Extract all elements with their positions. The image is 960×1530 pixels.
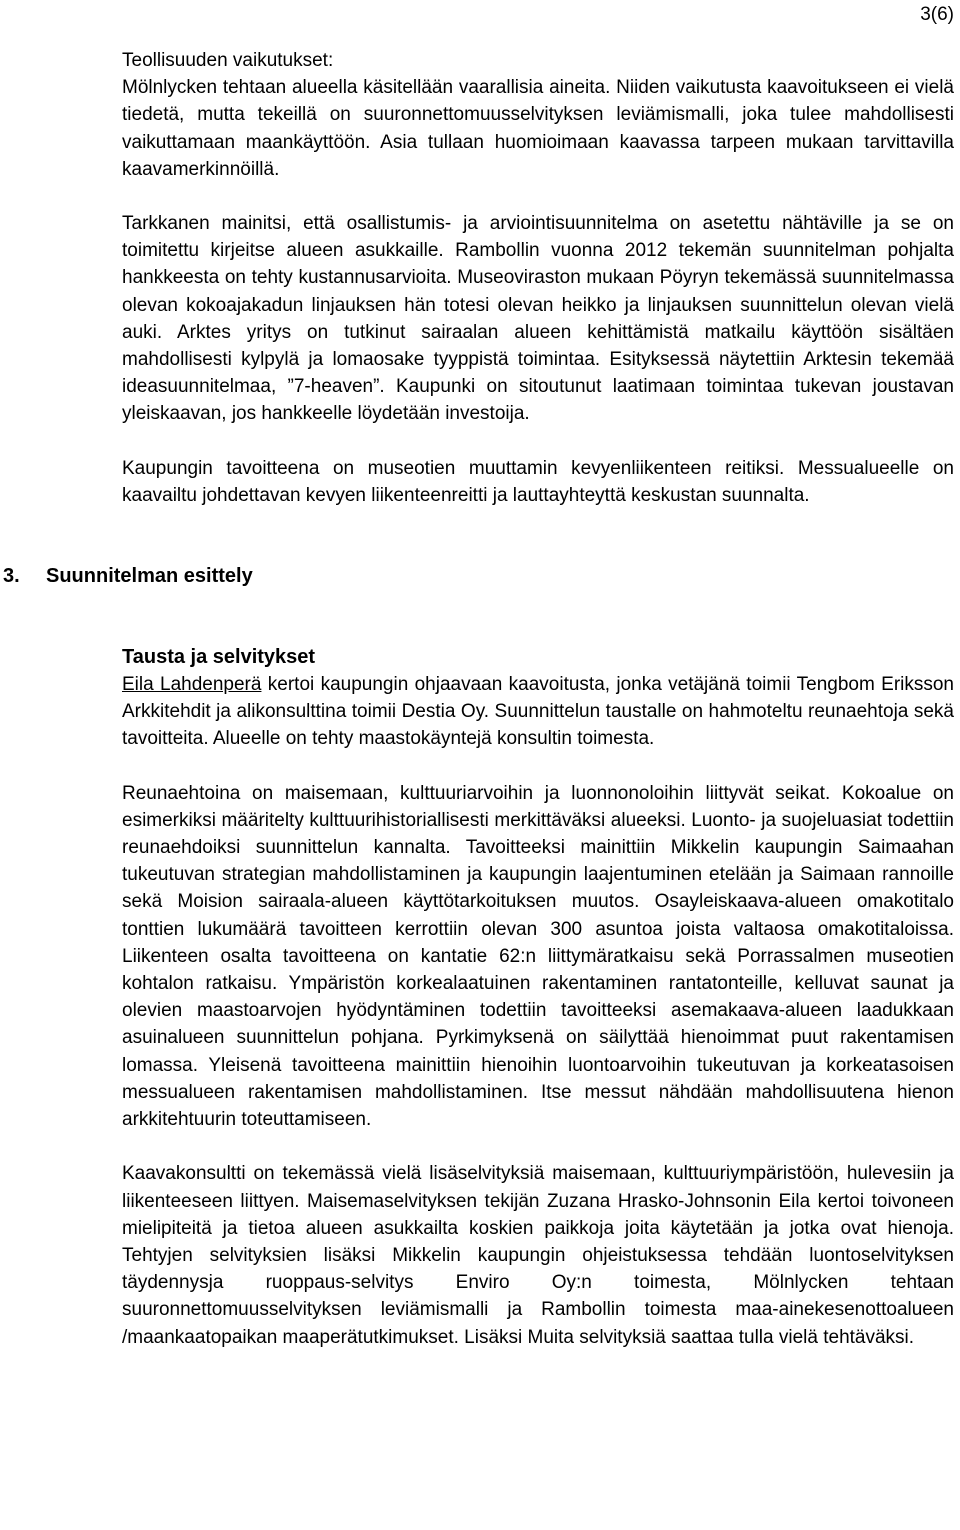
background-text: kertoi kaupungin ohjaavaan kaavoitusta, jonka vetäjänä toimii Tengbom Eriksson Arkkitehdit ja alikonsulttina toimii Destia Oy. Suunnittelun taustalle on hahmoteltu reunaehtoja sekä tavoitteita. Alueelle on tehty maastokäyntejä konsultin toimesta. [122, 674, 954, 750]
section-number: 3. [3, 565, 20, 588]
document-body [3, 47, 954, 1351]
paragraph-constraints-goals: Reunaehtoina on maisemaan, kulttuuriarvoihin ja luonnonoloihin liittyvät seikat. Kokoalue on esimerkiksi määritelty kulttuurihistoriallisesti merkittäväksi alueeksi. Luonto- ja suojeluasiat todettiin reunaehdoiksi suunnittelun kannalta. Tavoitteeksi mainittiin Mikkelin kaupungin Saimaahan tukeutuvan strategian mahdollistaminen ja kaupungin laajentuminen etelään ja Saimaan rannoille sekä Moision sairaala-alueen käyttötarkoituksen muutos. Osayleiskaava-alueen omakotitalo tonttien lukumäärä tavoitteen kerrottiin olevan 300 asuntoa joista valtaosa omakotitaloissa. Liikenteen osalta tavoitteena on kantatie 62:n liittymäratkaisu sekä Porrassalmen museotien kohtalon ratkaisu. Ympäristön korkealaatuinen rakentaminen rantatonteille, kelluvat saunat ja olevien maastoarvojen hyödyntäminen todettiin tavoitteeksi asemakaava-alueen laadukkaan asuinalueen suunnittelun pohjana. Pyrkimyksenä on säilyttää hienoimmat puut rakentamisen lomassa. Yleisenä tavoitteena mainittiin hienoihin luontoarvoihin tukeutuvan ja korkeatasoisen messualueen rakentamisen mahdollistaminen. Itse messut nähdään mahdollisuutena hienon arkkitehtuurin toteuttamiseen. [122, 782, 954, 1131]
section-heading [3, 563, 954, 590]
speaker-name: Eila Lahdenperä [122, 674, 262, 696]
industry-paragraph: Mölnlycken tehtaan alueella käsitellään vaarallisia aineita. Niiden vaikutusta kaavoitukseen ei vielä tiedetä, mutta tekeillä on suuronnettomuusselvityksen leviämismalli, joka tulee mahdollisesti vaikuttamaan maankäyttöön. Asia tullaan huomioimaan kaavassa tarpeen mukaan tarvittavilla kaavamerkinnöillä. [122, 77, 954, 180]
paragraph-project-status: Tarkkanen mainitsi, että osallistumis- ja arviointisuunnitelma on asetettu nähtäville ja se on toimitettu kirjeitse alueen asukkaille. Rambollin vuonna 2012 tekemän suunnitelman pohjalta hankkeesta on tehty kustannusarvioita. Museoviraston mukaan Pöyryn tekemässä suunnitelmassa olevan kokoajakadun linjauksen hän totesi olevan heikko ja linjauksen suunnittelun olevan vielä auki. Arktes yritys on tutkinut sairaalan alueen kehittämistä matkailu käyttöön sisältäen mahdollisesti kylpylä ja lomaosake tyyppistä toimintaa. Esityksessä näytettiin Arktesin tekemää ideasuunnitelmaa, ”7-heaven”. Kaupunki on sitoutunut laatimaan toimintaa tukevan joustavan yleiskaavan, jos hankkeelle löydetään investoija. [122, 213, 954, 425]
paragraph-museum-road: Kaupungin tavoitteena on museotien muuttamin kevyenliikenteen reitiksi. Messualueelle on kaavailtu johdettavan kevyen liikenteenreitti ja lauttayhteyttä keskustan suunnalta. [122, 457, 954, 506]
section-title: Suunnitelman esittely [46, 565, 253, 588]
page-number: 3(6) [920, 4, 954, 25]
paragraph-background [122, 671, 954, 753]
industry-heading: Teollisuuden vaikutukset: [122, 50, 334, 71]
subsection-heading: Tausta ja selvitykset [122, 646, 316, 669]
paragraph-additional-studies: Kaavakonsultti on tekemässä vielä lisäselvityksiä maisemaan, kulttuuriympäristöön, hulevesiin ja liikenteeseen liittyen. Maisemaselvityksen tekijän Zuzana Hrasko-Johnsonin Eila kertoi toivoneen mielipiteitä ja tietoa alueen asukkailta koskien paikkoja joita käytetään ja jotka ovat hienoja. Tehtyjen selvityksien lisäksi Mikkelin kaupungin ohjeistuksessa tehdään luontoselvityksen täydennysja ruoppaus-selvitys Enviro Oy:n toimesta, Mölnlycken tehtaan suuronnettomuusselvityksen leviämismalli ja Rambollin toimesta maa-ainekesenottoalueen /maankaatopaikan maaperätutkimukset. Lisäksi Muita selvityksiä saattaa tulla vielä tehtäväksi. [122, 1163, 954, 1348]
